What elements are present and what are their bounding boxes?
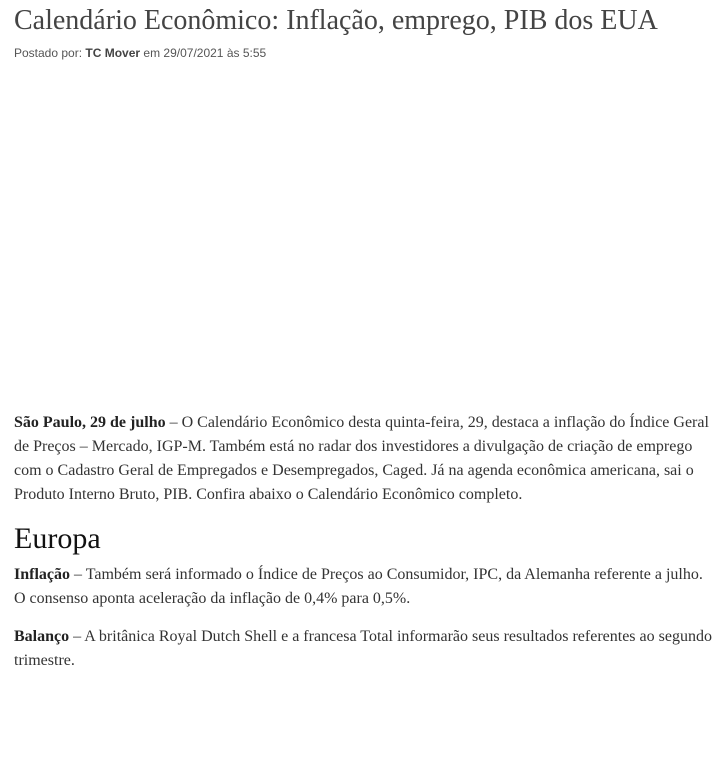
paragraph-inflacao xyxy=(14,563,714,611)
article xyxy=(14,0,714,687)
article-title: Calendário Econômico: Inflação, emprego, PIB dos EUA xyxy=(14,5,658,36)
post-meta xyxy=(14,45,714,61)
posted-by-label: Postado por: xyxy=(14,46,83,60)
author-name[interactable]: TC Mover xyxy=(85,46,141,60)
paragraph-text: – Também será informado o Índice de Preços ao Consumidor, IPC, da Alemanha referente a julho. O consenso aponta aceleração da inflação de 0,4% para 0,5%. xyxy=(14,566,703,607)
intro-paragraph xyxy=(14,411,714,507)
paragraph-text: – A britânica Royal Dutch Shell e a francesa Total informarão seus resultados referentes ao segundo trimestre. xyxy=(14,628,712,669)
intro-lead: São Paulo, 29 de julho xyxy=(14,414,166,431)
intro-text: – O Calendário Econômico desta quinta-feira, 29, destaca a inflação do Índice Geral de Preços – Mercado, IGP-M. Também está no radar dos investidores a divulgação de criação de emprego com o Cadastro Geral de Empregados e Desempregados, Caged. Já na agenda econômica americana, sai o Produto Interno Bruto, PIB. Confira abaixo o Calendário Econômico completo. xyxy=(14,414,709,503)
paragraph-lead: Inflação xyxy=(14,566,70,583)
post-date: em 29/07/2021 às 5:55 xyxy=(143,46,267,60)
blank-ad-space xyxy=(14,61,714,411)
section-heading-europa: Europa xyxy=(14,522,101,555)
paragraph-lead: Balanço xyxy=(14,628,70,645)
paragraph-balanco xyxy=(14,625,714,673)
